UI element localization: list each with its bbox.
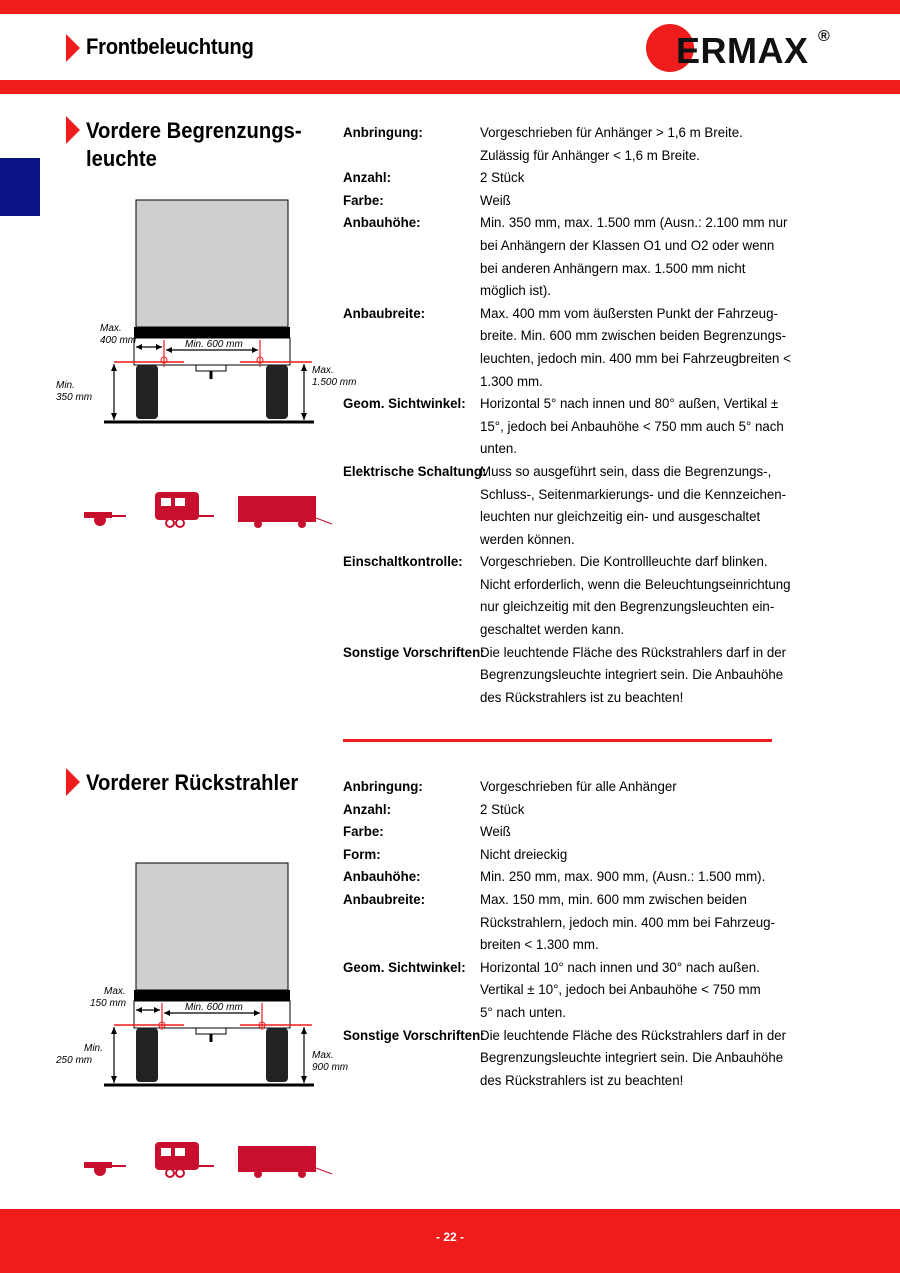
page-number: - 22 - <box>435 1230 464 1244</box>
spec-row <box>343 888 783 956</box>
trailer-type-icons <box>80 488 340 538</box>
spec-row <box>343 121 783 166</box>
spec-value-line: Min. 350 mm, max. 1.500 mm (Ausn.: 2.100 mm nur <box>480 214 788 231</box>
spec-label: Anbauhöhe: <box>343 868 421 885</box>
section-arrow-icon <box>66 116 80 144</box>
section-divider <box>343 739 772 742</box>
label-line: Min. <box>56 380 75 391</box>
spec-value-line: Weiß <box>480 823 511 840</box>
spec-value <box>480 798 768 821</box>
label-max-side <box>90 986 126 1010</box>
spec-value <box>480 460 787 550</box>
spec-value <box>480 956 768 1024</box>
header-arrow-icon <box>66 34 80 62</box>
spec-row <box>343 166 783 189</box>
ermax-logo <box>646 24 846 74</box>
spec-value <box>480 189 768 212</box>
spec-table-begrenzungsleuchte <box>343 121 791 708</box>
label-min-width: Min. 600 mm <box>185 339 243 350</box>
spec-value-line: Die leuchtende Fläche des Rückstrahlers darf in der <box>480 1026 787 1043</box>
spec-value <box>480 211 788 301</box>
spec-value-line: geschaltet werden kann. <box>480 621 625 638</box>
spec-value <box>480 843 768 866</box>
spec-value <box>480 392 784 460</box>
spec-row <box>343 460 787 550</box>
section-title-line: Vordere Begrenzungs- <box>86 118 302 143</box>
spec-value-line: Nicht dreieckig <box>480 845 568 862</box>
section-title-line: Vorderer Rückstrahler <box>86 770 299 795</box>
spec-label: Elektrische Schaltung: <box>343 462 487 479</box>
spec-row <box>343 820 783 843</box>
spec-label: Einschaltkontrolle: <box>343 553 463 570</box>
spec-value-line: nur gleichzeitig mit den Begrenzungsleuchten ein- <box>480 598 775 615</box>
section-arrow-icon <box>66 768 80 796</box>
spec-value-line: 5° nach unten. <box>480 1003 566 1020</box>
spec-row <box>343 211 788 301</box>
spec-row <box>343 798 783 821</box>
spec-value-line: Begrenzungsleuchte integriert sein. Die Anbauhöhe <box>480 1049 784 1066</box>
label-line: Max. <box>312 1050 334 1061</box>
small-trailer-icon <box>84 1162 126 1176</box>
top-red-bar <box>0 0 900 14</box>
page-title: Frontbeleuchtung <box>86 34 254 59</box>
header-red-band <box>0 80 900 94</box>
label-line: 900 mm <box>312 1062 349 1073</box>
spec-value <box>480 641 787 709</box>
spec-value-line: leuchten, jedoch min. 400 mm bei Fahrzeugbreiten < <box>480 349 791 366</box>
spec-value-line: Min. 250 mm, max. 900 mm, (Ausn.: 1.500 mm). <box>480 868 766 885</box>
spec-value-line: Vorgeschrieben für alle Anhänger <box>480 778 677 794</box>
spec-value-line: Max. 150 mm, min. 600 mm zwischen beiden <box>480 890 747 907</box>
caravan-icon <box>155 492 214 527</box>
spec-value-line: 1.300 mm. <box>480 372 543 389</box>
spec-value-line: bei anderen Anhängern max. 1.500 mm nicht <box>480 259 746 276</box>
spec-value-line: breite. Min. 600 mm zwischen beiden Begrenzungs- <box>480 327 787 344</box>
spec-value-line: 2 Stück <box>480 169 525 186</box>
spec-row <box>343 865 783 888</box>
trailer-front-diagram <box>50 195 360 435</box>
spec-value-line: Muss so ausgeführt sein, dass die Begrenzungs-, <box>480 462 772 479</box>
spec-label: Anbringung: <box>343 124 423 140</box>
spec-row <box>343 550 791 640</box>
spec-label: Form: <box>343 845 381 862</box>
trailer-type-icons <box>80 1138 340 1188</box>
spec-row <box>343 189 783 212</box>
spec-row <box>343 775 783 798</box>
spec-value <box>480 820 768 843</box>
spec-table-rueckstrahler <box>343 775 787 1091</box>
label-line: Max. <box>104 986 126 997</box>
spec-value-line: unten. <box>480 440 517 457</box>
spec-value-line: Vertikal ± 10°, jedoch bei Anbauhöhe < 750 mm <box>480 981 761 998</box>
spec-value-line: 2 Stück <box>480 800 525 817</box>
label-line: Max. <box>312 365 334 376</box>
spec-value-line: Schluss-, Seitenmarkierungs- und die Kennzeichen- <box>480 485 787 502</box>
spec-row <box>343 392 783 460</box>
spec-value-line: leuchten nur gleichzeitig ein- und ausgeschaltet <box>480 508 761 525</box>
spec-label: Farbe: <box>343 823 384 840</box>
spec-value <box>480 302 791 392</box>
spec-value-line: Max. 400 mm vom äußersten Punkt der Fahrzeug- <box>480 304 778 321</box>
label-max-side <box>100 323 136 347</box>
spec-row <box>343 302 791 392</box>
spec-value <box>480 865 768 888</box>
spec-value-line: des Rückstrahlers ist zu beachten! <box>480 1071 684 1088</box>
spec-value-line: Horizontal 5° nach innen und 80° außen, Vertikal ± <box>480 395 779 412</box>
large-trailer-icon <box>238 496 332 528</box>
large-trailer-icon <box>238 1146 332 1178</box>
spec-value <box>480 550 791 640</box>
spec-value-line: 15°, jedoch bei Anbauhöhe < 750 mm auch 5° nach <box>480 417 784 434</box>
label-min-width: Min. 600 mm <box>185 1002 243 1013</box>
spec-value-line: Begrenzungsleuchte integriert sein. Die Anbauhöhe <box>480 666 784 683</box>
spec-value-line: Horizontal 10° nach innen und 30° nach außen. <box>480 958 760 975</box>
spec-value-line: werden können. <box>480 530 575 547</box>
spec-value <box>480 1024 787 1092</box>
spec-row <box>343 1024 787 1092</box>
spec-value-line: breiten < 1.300 mm. <box>480 936 599 953</box>
section-title-line: leuchte <box>86 146 157 171</box>
spec-label: Anzahl: <box>343 800 392 817</box>
spec-value-line: Zulässig für Anhänger < 1,6 m Breite. <box>480 146 700 163</box>
spec-value <box>480 775 768 798</box>
spec-label: Anbaubreite: <box>343 304 426 321</box>
label-line: 150 mm <box>90 998 127 1009</box>
label-line: 1.500 mm <box>312 377 357 388</box>
spec-label: Anbauhöhe: <box>343 214 421 231</box>
logo-registered-mark: ® <box>818 28 830 45</box>
spec-label: Geom. Sichtwinkel: <box>343 958 466 975</box>
label-line: 250 mm <box>56 1055 93 1066</box>
spec-row <box>343 843 783 866</box>
spec-value <box>480 888 775 956</box>
spec-row <box>343 641 787 709</box>
caravan-icon <box>155 1142 214 1177</box>
spec-value-line: Weiß <box>480 191 511 208</box>
spec-value-line: Vorgeschrieben. Die Kontrollleuchte darf blinken. <box>480 553 768 570</box>
spec-value-line: Nicht erforderlich, wenn die Beleuchtungseinrichtung <box>480 575 791 592</box>
spec-label: Anbaubreite: <box>343 890 426 907</box>
section-title-rueckstrahler <box>86 769 298 797</box>
logo-text: ERMAX <box>676 30 809 71</box>
spec-label: Anbringung: <box>343 778 423 794</box>
spec-row <box>343 956 783 1024</box>
small-trailer-icon <box>84 512 126 526</box>
spec-value-line: Rückstrahlern, jedoch min. 400 mm bei Fahrzeug- <box>480 913 775 930</box>
spec-label: Geom. Sichtwinkel: <box>343 395 466 412</box>
spec-value-line: möglich ist). <box>480 282 551 299</box>
spec-value-line: bei Anhängern der Klassen O1 und O2 oder wenn <box>480 236 775 253</box>
label-min-height <box>56 1043 103 1067</box>
spec-value <box>480 121 768 166</box>
spec-value-line: Die leuchtende Fläche des Rückstrahlers darf in der <box>480 643 787 660</box>
spec-label: Anzahl: <box>343 169 392 186</box>
trailer-front-diagram <box>50 858 360 1098</box>
spec-label: Sonstige Vorschriften: <box>343 643 485 660</box>
label-line: Max. <box>100 323 122 334</box>
section-title-begrenzungsleuchte <box>86 117 302 173</box>
label-line: Min. <box>84 1043 103 1054</box>
spec-value-line: Vorgeschrieben für Anhänger > 1,6 m Breite. <box>480 124 743 140</box>
label-line: 400 mm <box>100 335 137 346</box>
chapter-tab <box>0 158 40 216</box>
spec-label: Farbe: <box>343 191 384 208</box>
spec-value <box>480 166 768 189</box>
spec-value-line: des Rückstrahlers ist zu beachten! <box>480 688 684 705</box>
label-line: 350 mm <box>56 392 93 403</box>
label-min-height <box>56 380 92 404</box>
spec-label: Sonstige Vorschriften: <box>343 1026 485 1043</box>
